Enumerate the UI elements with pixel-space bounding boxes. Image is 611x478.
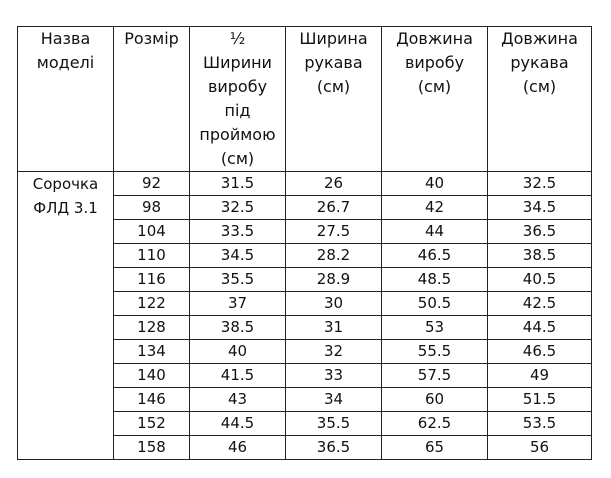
- header-half-width-under-armhole: ½ Ширини виробу під проймою (см): [190, 27, 286, 172]
- size-cell: 140: [114, 364, 190, 388]
- sleeve-length-cell: 56: [488, 436, 592, 460]
- sleeve-width-cell: 35.5: [286, 412, 382, 436]
- size-cell: 92: [114, 172, 190, 196]
- size-cell: 116: [114, 268, 190, 292]
- half-width-cell: 46: [190, 436, 286, 460]
- sleeve-width-cell: 31: [286, 316, 382, 340]
- sleeve-length-cell: 32.5: [488, 172, 592, 196]
- garment-length-cell: 42: [382, 196, 488, 220]
- size-cell: 152: [114, 412, 190, 436]
- size-chart-table: [17, 26, 592, 460]
- size-cell: 134: [114, 340, 190, 364]
- garment-length-cell: 57.5: [382, 364, 488, 388]
- model-name-cell: [18, 172, 114, 460]
- half-width-cell: 33.5: [190, 220, 286, 244]
- sleeve-width-cell: 28.9: [286, 268, 382, 292]
- model-name-line: ФЛД 3.1: [33, 199, 98, 217]
- sleeve-length-cell: 40.5: [488, 268, 592, 292]
- garment-length-cell: 50.5: [382, 292, 488, 316]
- half-width-cell: 41.5: [190, 364, 286, 388]
- sleeve-length-cell: 49: [488, 364, 592, 388]
- table-header-row: [18, 27, 592, 172]
- garment-length-cell: 62.5: [382, 412, 488, 436]
- half-width-cell: 44.5: [190, 412, 286, 436]
- garment-length-cell: 44: [382, 220, 488, 244]
- table-row: [18, 172, 592, 196]
- half-width-cell: 32.5: [190, 196, 286, 220]
- sleeve-width-cell: 27.5: [286, 220, 382, 244]
- half-width-cell: 31.5: [190, 172, 286, 196]
- size-cell: 146: [114, 388, 190, 412]
- size-cell: 128: [114, 316, 190, 340]
- sleeve-length-cell: 51.5: [488, 388, 592, 412]
- garment-length-cell: 40: [382, 172, 488, 196]
- garment-length-cell: 53: [382, 316, 488, 340]
- half-width-cell: 35.5: [190, 268, 286, 292]
- sleeve-length-cell: 38.5: [488, 244, 592, 268]
- sleeve-length-cell: 36.5: [488, 220, 592, 244]
- sleeve-width-cell: 30: [286, 292, 382, 316]
- size-cell: 104: [114, 220, 190, 244]
- sleeve-width-cell: 28.2: [286, 244, 382, 268]
- size-cell: 110: [114, 244, 190, 268]
- sleeve-length-cell: 53.5: [488, 412, 592, 436]
- header-sleeve-length: Довжина рукава (см): [488, 27, 592, 172]
- sleeve-width-cell: 26.7: [286, 196, 382, 220]
- header-model-name: Назва моделі: [18, 27, 114, 172]
- sleeve-length-cell: 46.5: [488, 340, 592, 364]
- sleeve-width-cell: 26: [286, 172, 382, 196]
- garment-length-cell: 48.5: [382, 268, 488, 292]
- half-width-cell: 37: [190, 292, 286, 316]
- size-cell: 158: [114, 436, 190, 460]
- garment-length-cell: 46.5: [382, 244, 488, 268]
- sleeve-length-cell: 44.5: [488, 316, 592, 340]
- table-body: [18, 172, 592, 460]
- sleeve-width-cell: 33: [286, 364, 382, 388]
- size-cell: 122: [114, 292, 190, 316]
- half-width-cell: 43: [190, 388, 286, 412]
- header-size: Розмір: [114, 27, 190, 172]
- size-cell: 98: [114, 196, 190, 220]
- header-sleeve-width: Ширина рукава (см): [286, 27, 382, 172]
- half-width-cell: 38.5: [190, 316, 286, 340]
- garment-length-cell: 65: [382, 436, 488, 460]
- sleeve-length-cell: 42.5: [488, 292, 592, 316]
- garment-length-cell: 55.5: [382, 340, 488, 364]
- sleeve-length-cell: 34.5: [488, 196, 592, 220]
- model-name-line: Сорочка: [32, 175, 99, 193]
- half-width-cell: 40: [190, 340, 286, 364]
- garment-length-cell: 60: [382, 388, 488, 412]
- sleeve-width-cell: 36.5: [286, 436, 382, 460]
- sleeve-width-cell: 34: [286, 388, 382, 412]
- half-width-cell: 34.5: [190, 244, 286, 268]
- sleeve-width-cell: 32: [286, 340, 382, 364]
- header-garment-length: Довжина виробу (см): [382, 27, 488, 172]
